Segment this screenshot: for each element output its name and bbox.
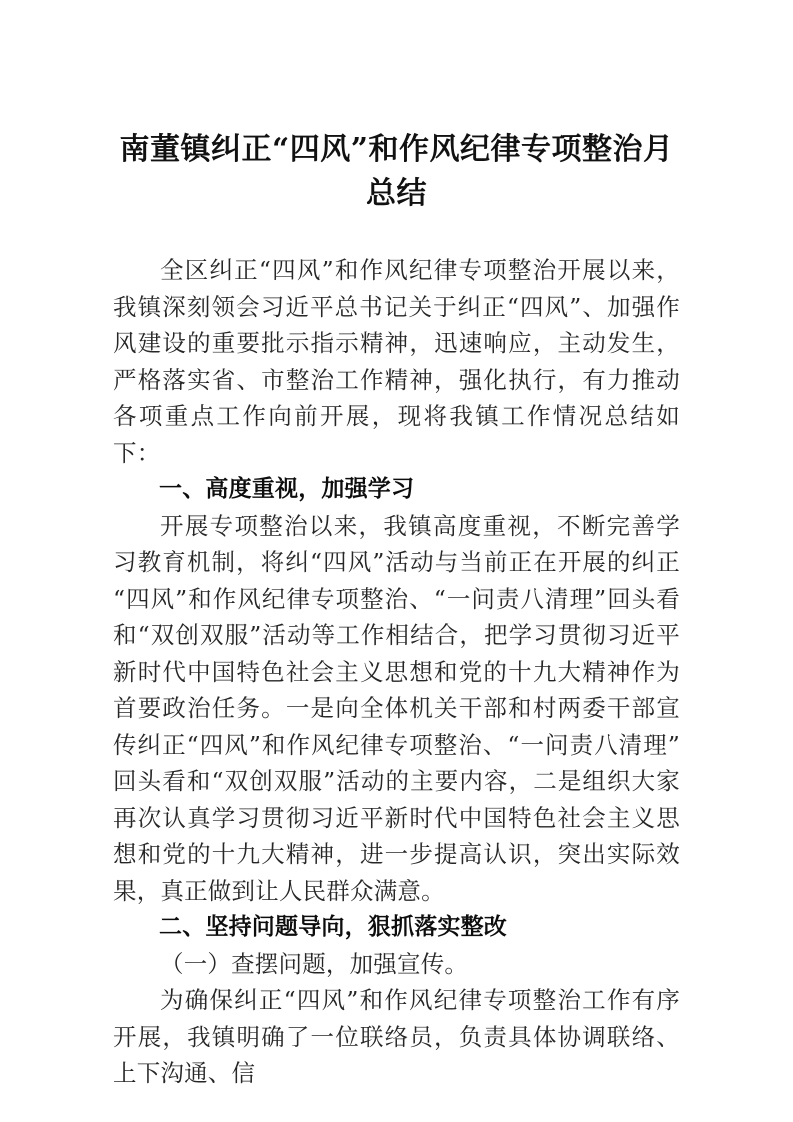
section-heading-one: 一、高度重视，加强学习 — [159, 476, 415, 502]
page-title-line-2: 总结 — [366, 176, 427, 211]
body-paragraph-3: 为确保纠正“四风”和作风纪律专项整治工作有序开展，我镇明确了一位联络员，负责具体协调联络、上下沟通、信 — [113, 986, 680, 1087]
page-title — [113, 0, 680, 216]
body-paragraph-2: 开展专项整治以来，我镇高度重视，不断完善学习教育机制，将纠“四风”活动与当前正在开展的纠正“四风”和作风纪律专项整治、“一问责八清理”回头看和“双创双服”活动等工作相结合，把学习贯彻习近平新时代中国特色社会主义思想和党的十九大精神作为首要政治任务。一是向全体机关干部和村两委干部宣传纠正“四风”和作风纪律专项整治、“一问责八清理”回头看和“双创双服”活动的主要内容，二是组织大家再次认真学习贯彻习近平新时代中国特色社会主义思想和党的十九大精神，进一步提高认识，突出实际效果，真正做到让人民群众满意。 — [113, 511, 680, 905]
body-paragraph-1: 全区纠正“四风”和作风纪律专项整治开展以来，我镇深刻领会习近平总书记关于纠正“四风”、加强作风建设的重要批示指示精神，迅速响应，主动发生，严格落实省、市整治工作精神，强化执行，有力推动各项重点工作向前开展，现将我镇工作情况总结如下： — [113, 256, 680, 467]
document-content-column — [113, 0, 680, 1092]
sub-heading-one: （一）查摆问题，加强宣传。 — [160, 949, 469, 978]
page-title-line-1: 南董镇纠正“四风”和作风纪律专项整治月 — [119, 132, 674, 167]
section-heading-two: 二、坚持问题导向，狠抓落实整改 — [159, 914, 507, 940]
